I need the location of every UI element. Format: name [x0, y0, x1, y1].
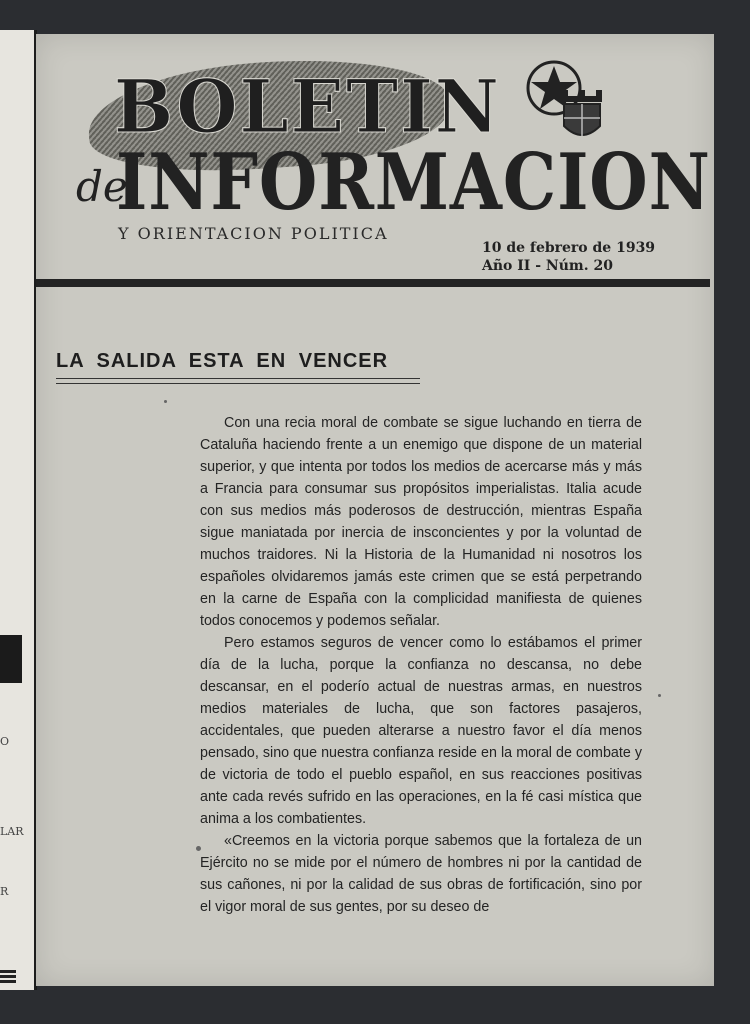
article-paragraph: Con una recia moral de combate se sigue luchando en tierra de Cataluña haciendo frente a un enemigo que dispone de un material superior, y que intenta por todos los medios de acercarse más y más a Francia para consumar sus propósitos imperialistas. Italia acude con sus medios más poderosos de destrucción, mientras España sigue maniatada por inercia de insconcientes y por la voluntad de muchos traidores. Ni la Historia de la Humanidad ni nosotros los españoles olvidaremos jamás este crimen que se está perpetrando en la carne de España con la complicidad manifiesta de quienes todos conocemos y podemos señalar.	[200, 415, 642, 629]
issue-info	[482, 239, 655, 275]
issue-date: 10 de febrero de 1939	[482, 240, 656, 256]
paper-speck	[196, 846, 201, 851]
article-paragraph: Pero estamos seguros de vencer como lo estábamos el primer día de la lucha, porque la confianza no descansa, no debe descansar, en el poderío actual de nuestras armas, en nuestros medios materiales de lucha, que son factores pasajeros, accidentales, que pueden alterarse a nuestro favor el día menos pensado, sino que nuestra confianza reside en la moral de combate y de victoria de todo el pueblo español, en sus reacciones positivas ante cada revés sufrido en las operaciones, en la fé casi mística que anima a los combatientes.	[200, 635, 642, 827]
masthead-title-boletin: BOLETIN	[114, 62, 501, 151]
left-page-fragment: LAR	[0, 825, 24, 838]
masthead-title-informacion: INFORMACION	[116, 137, 711, 228]
newsletter-page	[36, 34, 714, 986]
paper-speck	[658, 694, 661, 697]
masthead-title-de: de	[76, 162, 128, 211]
left-page-stripes	[0, 970, 16, 984]
paper-speck	[164, 400, 167, 403]
article-paragraph: «Creemos en la victoria porque sabemos que la fortaleza de un Ejército no se mide por el número de hombres ni por la cantidad de sus cañones, ni por la calidad de sus obras de fortificación, sino por el vigor moral de sus gentes, por su deseo de	[200, 833, 642, 915]
masthead-subtitle: Y ORIENTACION POLITICA	[118, 224, 389, 243]
star-and-shield-emblem-icon	[526, 60, 610, 144]
article-headline: LA SALIDA ESTA EN VENCER	[56, 350, 389, 372]
issue-volume-number: Año II - Núm. 20	[482, 258, 613, 274]
article-body	[200, 412, 642, 918]
adjacent-page-edge	[0, 30, 37, 990]
left-page-fragment: R	[0, 885, 9, 898]
left-page-fragment: O	[0, 735, 10, 748]
masthead-divider	[36, 279, 710, 287]
left-page-black-mark	[0, 635, 22, 683]
headline-underline	[56, 378, 420, 384]
